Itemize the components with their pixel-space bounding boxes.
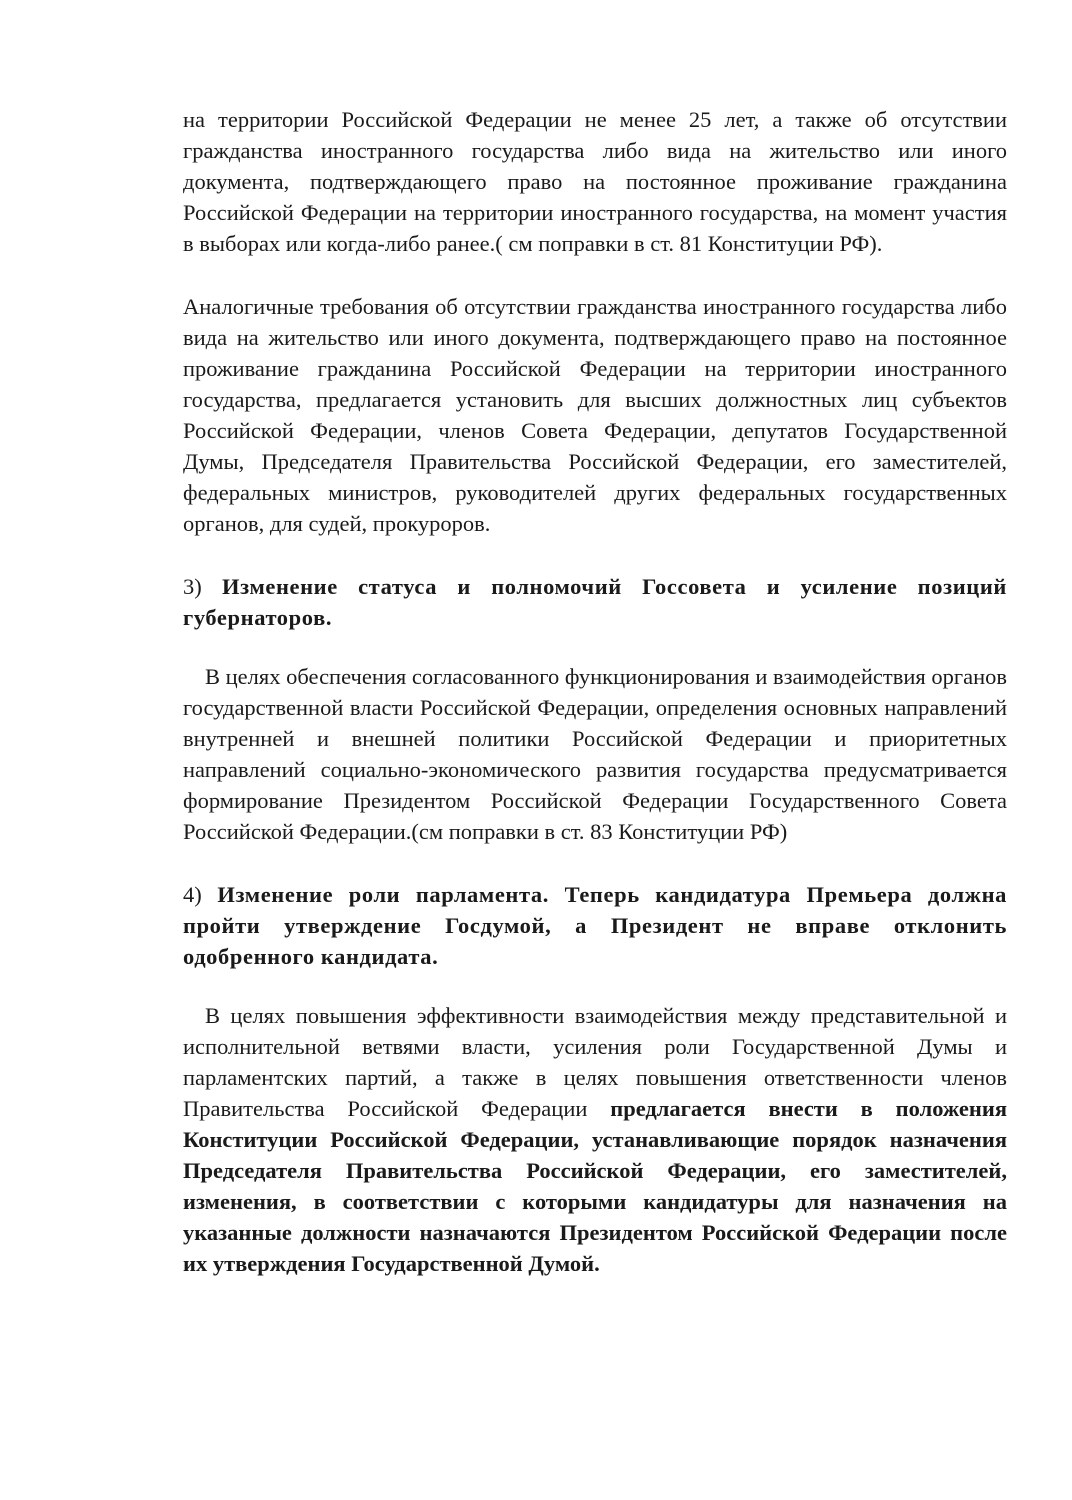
section-3-heading — [183, 571, 1007, 633]
paragraph-3: В целях обеспечения согласованного функционирования и взаимодействия органов государственной власти Российской Федерации, определения основных направлений внутренней и внешней политики Российской Федерации и приоритетных направлений социально-экономического развития государства предусматривается формирование Президентом Российской Федерации Государственного Совета Российской Федерации.(см поправки в ст. 83 Конституции РФ) — [183, 664, 1007, 844]
document-body — [183, 104, 1007, 1279]
section-3-number: 3) — [183, 574, 202, 599]
paragraph-4-bold-text: предлагается внести в положения Конституции Российской Федерации, устанавливающие порядок назначения Председателя Правительства Российской Федерации, его заместителей, изменения, в соответствии с которыми кандидатуры для назначения на указанные должности назначаются Президентом Российской Федерации после их утверждения Государственной Думой. — [183, 1096, 1007, 1276]
paragraph-1: на территории Российской Федерации не менее 25 лет, а также об отсутствии гражданства иностранного государства либо вида на жительство или иного документа, подтверждающего право на постоянное проживание гражданина Российской Федерации на территории иностранного государства, на момент участия в выборах или когда-либо ранее.( см поправки в ст. 81 Конституции РФ). — [183, 107, 1007, 256]
section-3-title: Изменение статуса и полномочий Госсовета и усиление позиций губернаторов. — [183, 574, 1007, 630]
paragraph-4 — [183, 1000, 1007, 1279]
section-4-title: Изменение роли парламента. Теперь кандидатура Премьера должна пройти утверждение Госдумой, а Президент не вправе отклонить одобренного кандидата. — [183, 882, 1007, 969]
section-4-number: 4) — [183, 882, 202, 907]
section-4-heading — [183, 879, 1007, 972]
paragraph-4-normal-text: В целях повышения эффективности взаимодействия между представительной и исполнительной ветвями власти, усиления роли Государственной Думы и парламентских партий, а также в целях повышения ответственности членов Правительства Российской Федерации — [183, 1003, 1007, 1121]
paragraph-2: Аналогичные требования об отсутствии гражданства иностранного государства либо вида на жительство или иного документа, подтверждающего право на постоянное проживание гражданина Российской Федерации на территории иностранного государства, предлагается установить для высших должностных лиц субъектов Российской Федерации, членов Совета Федерации, депутатов Государственной Думы, Председателя Правительства Российской Федерации, его заместителей, федеральных министров, руководителей других федеральных государственных органов, для судей, прокуроров. — [183, 294, 1007, 536]
